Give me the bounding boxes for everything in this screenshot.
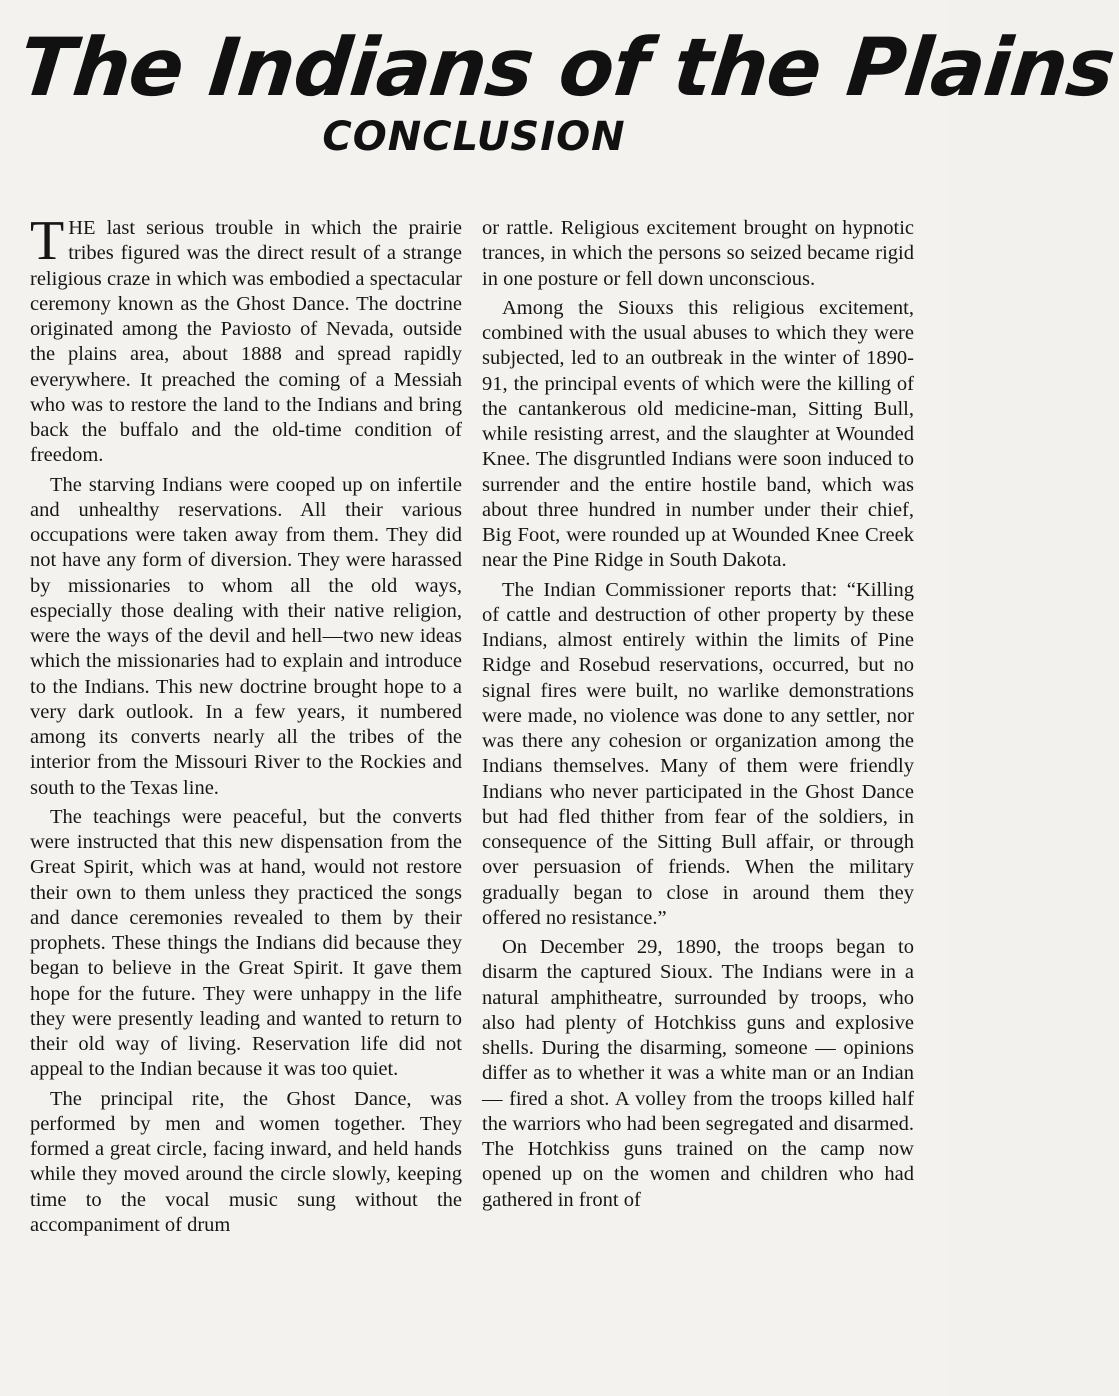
drop-cap: T	[30, 210, 65, 272]
paragraph: or rattle. Religious excitement brought on hypnotic trances, in which the persons so seized became rigid in one posture or fell down unconscious.	[482, 217, 914, 290]
paragraph: On December 29, 1890, the troops began to disarm the captured Sioux. The Indians were in a natural amphitheatre, surrounded by troops, who also had plenty of Hotchkiss guns and explosive shells. During the disarming, someone — opinions differ as to whether it was a white man or an Indian— fired a shot. A volley from the troops killed half the warriors who had been segregated and disarmed. The Hotchkiss guns trained on the camp now opened up on the women and children who had gathered in front of	[482, 936, 914, 1211]
right-column	[482, 216, 914, 1217]
left-column	[30, 210, 462, 1242]
paragraph: The principal rite, the Ghost Dance, was performed by men and women together. They formed a great circle, facing inward, and held hands while they moved around the circle slowly, keeping time to the vocal music sung without the accompaniment of drum	[30, 1087, 462, 1236]
paragraph: Among the Siouxs this religious excitement, combined with the usual abuses to which they were subjected, led to an outbreak in the winter of 1890-91, the principal events of which were the killing of the cantankerous old medicine-man, Sitting Bull, while resisting arrest, and the slaughter at Wounded Knee. The disgruntled Indians were soon induced to surrender and the entire hostile band, which was about three hundred in number under their chief, Big Foot, were rounded up at Wounded Knee Creek near the Pine Ridge in South Dakota.	[482, 296, 914, 572]
paragraph: The teachings were peaceful, but the converts were instructed that this new dispensation from the Great Spirit, which was at hand, would not restore their own to them unless they practiced the songs and dance ceremonies revealed to them by their prophets. These things the Indians did because they began to believe in the Great Spirit. It gave them hope for the future. They were unhappy in the life they were presently leading and wanted to return to their old way of living. Reservation life did not appeal to the Indian because it was too quiet.	[30, 805, 462, 1081]
article-title: The Indians of the Plains	[15, 21, 1119, 114]
paragraph	[30, 210, 462, 469]
paragraph: The starving Indians were cooped up on infertile and unhealthy reservations. All their various occupations were taken away from them. They did not have any form of diversion. They were harassed by missionaries to whom all the old ways, especially those dealing with their native religion, were the ways of the devil and hell—two new ideas which the missionaries had to explain and introduce to the Indians. This new doctrine brought hope to a very dark outlook. In a few years, it numbered among its converts nearly all the tribes of the interior from the Missouri River to the Rockies and south to the Texas line.	[30, 473, 462, 799]
paragraph: The Indian Commissioner reports that: “Killing of cattle and destruction of other property by these Indians, almost entirely within the limits of Pine Ridge and Rosebud reservations, occurred, but no signal fires were built, no warlike demonstrations were made, no violence was done to any settler, nor was there any cohesion or organization among the Indians themselves. Many of them were friendly Indians who never participated in the Ghost Dance but had fled thither from fear of the soldiers, in consequence of the Sitting Bull affair, or through over persuasion of friends. When the military gradually began to close in around them they offered no resistance.”	[482, 578, 914, 929]
article-subtitle: CONCLUSION	[322, 114, 626, 160]
paragraph-text: HE last serious trouble in which the prairie tribes figured was the direct result of a strange religious craze in which was embodied a spectacular ceremony known as the Ghost Dance. The doctrine originated among the Paviosto of Nevada, outside the plains area, about 1888 and spread rapidly everywhere. It preached the coming of a Messiah who was to restore the land to the Indians and bring back the buffalo and the old-time condition of freedom.	[30, 217, 462, 467]
